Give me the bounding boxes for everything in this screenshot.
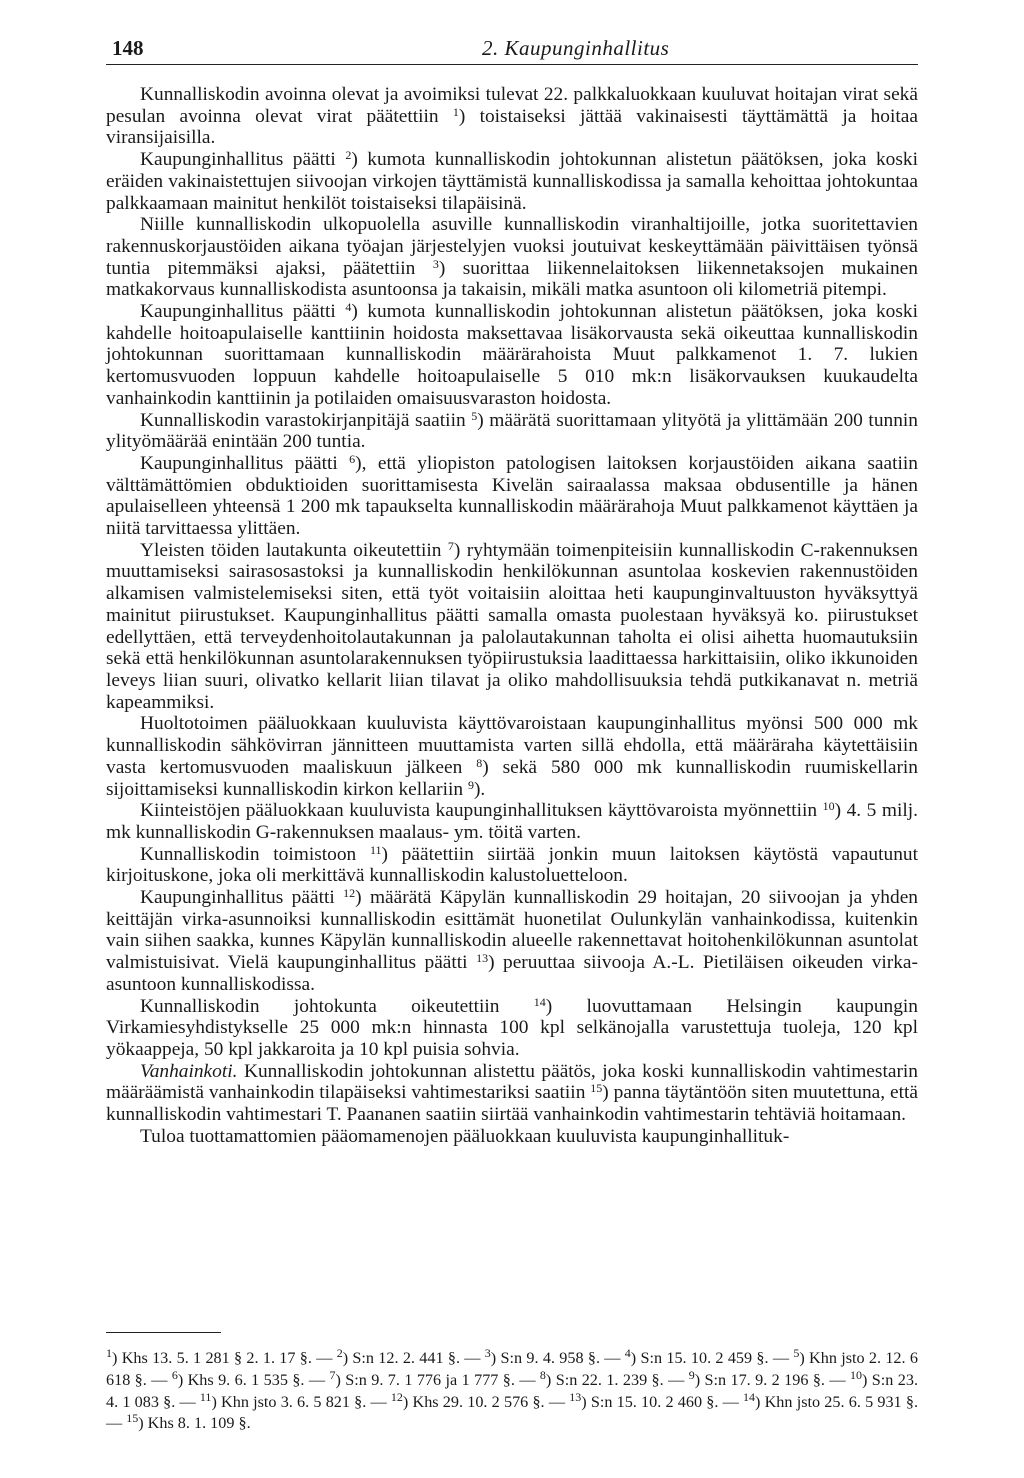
text-run: ) Khs 8. 1. 109 §. <box>138 1414 251 1433</box>
text-run: ) S:n 12. 2. 441 §. — <box>342 1349 485 1367</box>
text-run: Kaupunginhallitus päätti <box>140 887 344 909</box>
footnote-ref: 15 <box>126 1411 139 1426</box>
footnote-ref: 4 <box>624 1346 631 1360</box>
footnote-ref: 7 <box>329 1367 336 1382</box>
footnote-block <box>106 1348 918 1435</box>
paragraph <box>106 1061 918 1126</box>
paragraph <box>106 453 918 540</box>
footnote-divider <box>106 1332 221 1333</box>
footnote-ref: 2 <box>345 148 352 163</box>
text-run: ) ryhtymään toimenpiteisiin kunnalliskodin C-rakennuksen muuttamiseksi sairasosastoksi ja kunnalliskodin henkilökunnan asuntolaa koskevien rakennustöiden alkamisen valmistelemiseksi siten, että työt voitaisiin aloittaa heti kaupunginvaltuuston hyväksyttyä mainitut piirustukset. Kaupunginhallitus päätti samalla omasta puolestaan hyväksyä ko. piirustukset edellyttäen, että terveydenhoitolautakunnan ja palolautakunnan taholta ei olisi aihetta huomautuksiin sekä että henkilökunnan asuntolarakennuksen työpiirustuksia laadittaessa harkittaisiin, oliko ikkunoiden leveys liian suuri, olivatko kellarit liian tilavat ja oliko mahdollisuuksia tehdä putkikanavat n. metriä kapeammiksi. <box>106 539 918 713</box>
text-run: Kaupunginhallitus päätti <box>140 301 346 323</box>
footnote-ref: 6 <box>349 451 356 466</box>
paragraph <box>106 800 918 843</box>
footnote-ref: 12 <box>390 1389 403 1404</box>
footnote-ref: 11 <box>199 1389 212 1404</box>
text-run: ) S:n 9. 7. 1 776 ja 1 777 §. — <box>335 1370 540 1389</box>
text-run: ) Khs 13. 5. 1 281 § 2. 1. 17 §. — <box>112 1349 337 1367</box>
text-run: ) päätettiin siirtää jonkin muun laitoksen käytöstä vapautunut kirjoituskone, joka oli merkittävä kunnalliskodin kalustoluetteloon. <box>106 843 918 887</box>
footnote-ref: 3 <box>432 256 439 271</box>
italic-heading: Vanhainkoti. <box>140 1060 238 1082</box>
text-run: ) S:n 9. 4. 958 §. — <box>490 1349 625 1367</box>
text-run: Kaupunginhallitus päätti <box>140 452 350 474</box>
footnote-ref: 6 <box>171 1367 178 1382</box>
footnote-ref: 14 <box>533 994 546 1009</box>
text-run: Kunnalliskodin johtokunta oikeutettiin <box>140 995 534 1017</box>
footnote-ref: 11 <box>369 842 382 857</box>
text-run: ) Khn jsto 2. 12. 6 618 §. — <box>106 1349 918 1389</box>
paragraph <box>106 84 918 149</box>
footnote-ref: 5 <box>793 1346 800 1360</box>
paragraph <box>106 149 918 214</box>
paragraph <box>106 301 918 410</box>
text-run: ) S:n 17. 9. 2 196 §. — <box>694 1370 850 1389</box>
footnote-ref: 7 <box>447 538 454 553</box>
text-run: Huoltotoimen pääluokkaan kuuluvista käyttövaroistaan kaupunginhallitus myönsi 500 000 mk kunnalliskodin sähkövirran jännitteen muuttamista varten sillä ehdolla, että määräraha käytettäisiin vasta kertomusvuoden maaliskuun jälkeen <box>106 713 918 778</box>
footnote-ref: 10 <box>822 799 835 814</box>
text-run: Yleisten töiden lautakunta oikeutettiin <box>140 539 448 561</box>
text-run: Kunnalliskodin toimistoon <box>140 843 370 865</box>
text-run: ) S:n 22. 1. 239 §. — <box>545 1370 689 1389</box>
footnote-ref: 12 <box>343 886 356 901</box>
page-header <box>106 36 918 65</box>
paragraph <box>106 996 918 1061</box>
text-run: ) suorittaa liikennelaitoksen liikennetaksojen mukainen matkakorvaus kunnalliskodista asuntoonsa ja takaisin, mikäli matka asuntoon oli kilometriä pitempi. <box>106 257 918 301</box>
paragraph <box>106 410 918 453</box>
footnote-ref: 14 <box>743 1389 756 1404</box>
footnote-ref: 4 <box>345 300 352 315</box>
footnote-ref: 5 <box>471 408 478 423</box>
text-run: Tuloa tuottamattomien pääomamenojen pääluokkaan kuuluvista kaupunginhallituk- <box>140 1125 790 1147</box>
text-run: ) luovuttamaan Helsingin kaupungin Virkamiesyhdistykselle 25 000 mk:n hinnasta 100 kpl selkänojalla varustettuja tuoleja, 120 kpl yökaappeja, 50 kpl jakkaroita ja 10 kpl puisia sohvia. <box>106 995 918 1060</box>
text-run: Kiinteistöjen pääluokkaan kuuluvista kaupunginhallituksen käyttövaroista myönnettiin <box>140 800 823 822</box>
text-run: ) Khn jsto 3. 6. 5 821 §. — <box>211 1392 391 1411</box>
text-run: ) S:n 15. 10. 2 459 §. — <box>630 1349 794 1367</box>
paragraph <box>106 844 918 887</box>
text-run: ) määrätä suorittamaan ylityötä ja ylittämään 200 tunnin ylityömäärää enintään 200 tuntia. <box>106 409 918 453</box>
paragraph <box>106 540 918 714</box>
footnote-ref: 8 <box>539 1367 546 1382</box>
page-number: 148 <box>112 36 144 60</box>
footnote-ref: 13 <box>476 951 489 966</box>
paragraph <box>106 713 918 800</box>
text-run: ) panna täytäntöön siten muutettuna, että kunnalliskodin vahtimestari T. Paananen saatiin siirtää vanhainkodin vahtimestarin tehtäviä hoitamaan. <box>106 1082 919 1126</box>
text-run: ), että yliopiston patologisen laitoksen korjaustöiden aikana saatiin välttämättömien obduktioiden suorittamisesta Kivelän sairaalassa maksaa obdusentille ja hänen apulaiselleen yhteensä 1 200 mk tapaukselta kunnalliskodin määrärahoja Muut palkkamenot käyttäen ja niitä tarvittaessa ylittäen. <box>106 452 918 540</box>
text-run: ) Khn jsto 25. 6. 5 931 §. — <box>106 1392 918 1433</box>
footnote-ref: 1 <box>452 104 459 119</box>
text-run: ) sekä 580 000 mk kunnalliskodin ruumiskellarin sijoittamiseksi kunnalliskodin kirkon kellariin <box>106 756 918 800</box>
footnote-ref: 10 <box>849 1367 862 1382</box>
body-text <box>106 84 918 1147</box>
paragraph <box>106 214 918 301</box>
text-run: ) 4. 5 milj. mk kunnalliskodin G-rakennuksen maalaus- ym. töitä varten. <box>106 800 918 843</box>
paragraph <box>106 1126 918 1148</box>
footnotes <box>106 1348 918 1435</box>
text-run: ) määrätä Käpylän kunnalliskodin 29 hoitajan, 20 siivoojan ja yhden keittäjän virka-asunnoiksi kunnalliskodin esittämät huonetilat Oulunkylän vanhainkodissa, kuitenkin vain siihen saakka, kunnes Käpylän kunnalliskodin alueelle rakennettavat hoitohenkilökunnan asuntolat valmistuisivat. Vielä kaupunginhallitus päätti <box>106 887 918 974</box>
text-run: ). <box>473 778 486 800</box>
running-title: 2. Kaupunginhallitus <box>482 36 670 60</box>
footnote-ref: 8 <box>476 755 483 770</box>
text-run: ) Khs 29. 10. 2 576 §. — <box>402 1392 570 1411</box>
footnote-ref: 1 <box>106 1346 112 1360</box>
footnote-ref: 9 <box>688 1367 695 1382</box>
text-run: Kaupunginhallitus päätti <box>140 149 346 171</box>
text-run: Kunnalliskodin avoinna olevat ja avoimiksi tulevat 22. palkkaluokkaan kuuluvat hoitajan virat sekä pesulan avoinna olevat virat päätettiin <box>106 84 918 127</box>
text-run: ) toistaiseksi jättää vakinaisesti täyttämättä ja hoitaa viransijaisilla. <box>106 105 918 149</box>
text-run: Kunnalliskodin johtokunnan alistettu päätös, joka koski kunnalliskodin vahtimestarin määräämistä vanhainkodin tilapäiseksi vahtimestariksi saatiin <box>106 1060 918 1104</box>
footnote-ref: 13 <box>569 1389 582 1404</box>
text-run: ) kumota kunnalliskodin johtokunnan alistetun päätöksen, joka koski eräiden vakinaistettujen siivoojan virkojen täyttämistä kunnalliskodissa ja samalla kehoittaa johtokuntaa palkkaamaan mainitut henkilöt toistaiseksi tilapäisinä. <box>106 149 919 214</box>
text-run: ) Khs 9. 6. 1 535 §. — <box>177 1370 330 1389</box>
text-run: Niille kunnalliskodin ulkopuolella asuville kunnalliskodin viranhaltijoille, jotka suoritettavien rakennuskorjaustöiden aikana työajan järjestelyjen vuoksi joutuivat keskeyttämään päivittäisen työnsä tuntia pitemmäksi ajaksi, päätettiin <box>106 214 918 279</box>
footnote-ref: 3 <box>484 1346 491 1360</box>
text-run: ) S:n 15. 10. 2 460 §. — <box>581 1392 744 1411</box>
paragraph <box>106 887 918 996</box>
text-run: ) peruuttaa siivooja A.-L. Pietiläisen oikeuden virka-asuntoon kunnalliskodissa. <box>106 952 918 995</box>
footnote-ref: 15 <box>590 1081 603 1096</box>
text-run: ) S:n 23. 4. 1 083 §. — <box>106 1370 918 1411</box>
footnote-ref: 2 <box>336 1346 343 1360</box>
text-run: ) kumota kunnalliskodin johtokunnan alistetun päätöksen, joka koski kahdelle hoitoapulaiselle kanttiinin hoidosta maksettavaa lisäkorvausta sekä oikeuttaa kunnalliskodin johtokunnan suorittamaan kunnalliskodin määrärahoista Muut palkkamenot 1. 7. lukien kertomusvuoden loppuun kahdelle hoitoapulaiselle 5 010 mk:n lisäkorvauksen kuukaudelta vanhainkodin kanttiinin ja potilaiden omaisuusvaraston hoidosta. <box>106 301 919 409</box>
text-run: Kunnalliskodin varastokirjanpitäjä saatiin <box>140 409 472 431</box>
footnote-ref: 9 <box>467 777 474 792</box>
